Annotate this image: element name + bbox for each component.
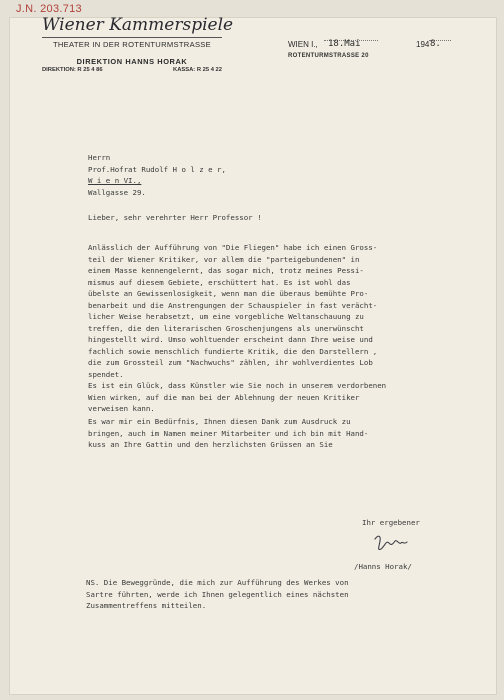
body-line: mismus auf diesem Gebiete, erschüttert hat. Es ist wohl das <box>88 277 351 287</box>
closing-phrase: Ihr ergebener <box>362 518 420 527</box>
body-line: Anlässlich der Aufführung von "Die Fliegen" habe ich einen Gross- <box>88 243 378 252</box>
phone-row <box>42 67 222 73</box>
body-line: die zum Grossteil zum "Nachwuchs" zählen, ihr wohlverdientes Lob <box>88 358 373 367</box>
body-line: benarbeit und die Anstrengungen der Schauspieler in fast verächt- <box>88 300 378 310</box>
letterhead <box>42 15 234 73</box>
body-line: Es war mir ein Bedürfnis, Ihnen diesen Dank zum Ausdruck zu <box>88 417 351 426</box>
ps-line: Zusammentreffens mitteilen. <box>86 601 207 610</box>
street-address: ROTENTURMSTRASSE 20 <box>288 53 369 59</box>
body-line: licher Weise herabsetzt, um eine vorgebliche Weltanschauung zu <box>88 312 364 321</box>
body-line: bringen, auch im Namen meiner Mitarbeiter und ich bin mit Hand- <box>88 428 369 438</box>
address-line: Herrn <box>88 153 111 162</box>
year-prefix: 194 <box>416 40 430 49</box>
body-line: einem Masse kennengelernt, das sogar mich, trotz meines Pessi- <box>88 266 364 275</box>
body-line: Es ist ein Glück, dass Künstler wie Sie noch in unserem verdorbenen <box>88 381 387 390</box>
ps-line: Sartre führten, werde ich Ihnen gelegentlich eines nächsten <box>86 589 349 599</box>
date-day-month: 18.Mai <box>328 39 361 49</box>
recipient-address <box>88 152 468 198</box>
direction-line: DIREKTION HANNS HORAK <box>76 57 188 66</box>
body-line: Wien wirken, auf die man bei der Ablehnung der neuen Kritiker <box>88 392 360 402</box>
body-line: übelste an Gewissenlosigkeit, wenn man die überaus bemühte Pro- <box>88 289 369 298</box>
direktion-phone: DIREKTION: R 25 4 86 <box>42 67 103 73</box>
body-line: spendet. <box>88 369 124 379</box>
salutation: Lieber, sehr verehrter Herr Professor ! <box>88 213 262 222</box>
postscript <box>86 577 466 612</box>
handwritten-signature <box>372 531 412 557</box>
body-line: kuss an Ihre Gattin und den herzlichsten Grüssen an Sie <box>88 440 333 449</box>
theater-name: Wiener Kammerspiele <box>42 15 234 35</box>
date-block <box>288 40 468 59</box>
address-line: Wallgasse 29. <box>88 187 146 197</box>
theater-subtitle: THEATER IN DER ROTENTURMSTRASSE <box>42 37 222 49</box>
archive-number: J.N. 203.713 <box>16 3 82 15</box>
body-line: teil der Wiener Kritiker, vor allem die "parteigebundenen" in <box>88 254 360 264</box>
signature-name: /Hanns Horak/ <box>354 562 412 571</box>
body-line: verweisen kann. <box>88 404 155 413</box>
body-line: treffen, die den literarischen Groschenjungens als unerwünscht <box>88 323 364 333</box>
ps-line: NS. Die Beweggründe, die mich zur Aufführung des Werkes von <box>86 578 349 587</box>
paragraph-1 <box>88 242 468 415</box>
place-label: WIEN I., <box>288 40 318 49</box>
body-line: fachlich sowie menschlich fundierte Kritik, die den Darstellern , <box>88 346 378 356</box>
kassa-phone: KASSA: R 25 4 22 <box>173 67 222 73</box>
paragraph-2 <box>88 416 468 451</box>
year-suffix: 8. <box>430 39 441 49</box>
address-line: W i e n VI., <box>88 176 142 185</box>
body-line: hingestellt wird. Umso wohltuender erscheint dann Ihre weise und <box>88 335 373 344</box>
address-line: Prof.Hofrat Rudolf H o l z e r, <box>88 164 226 174</box>
